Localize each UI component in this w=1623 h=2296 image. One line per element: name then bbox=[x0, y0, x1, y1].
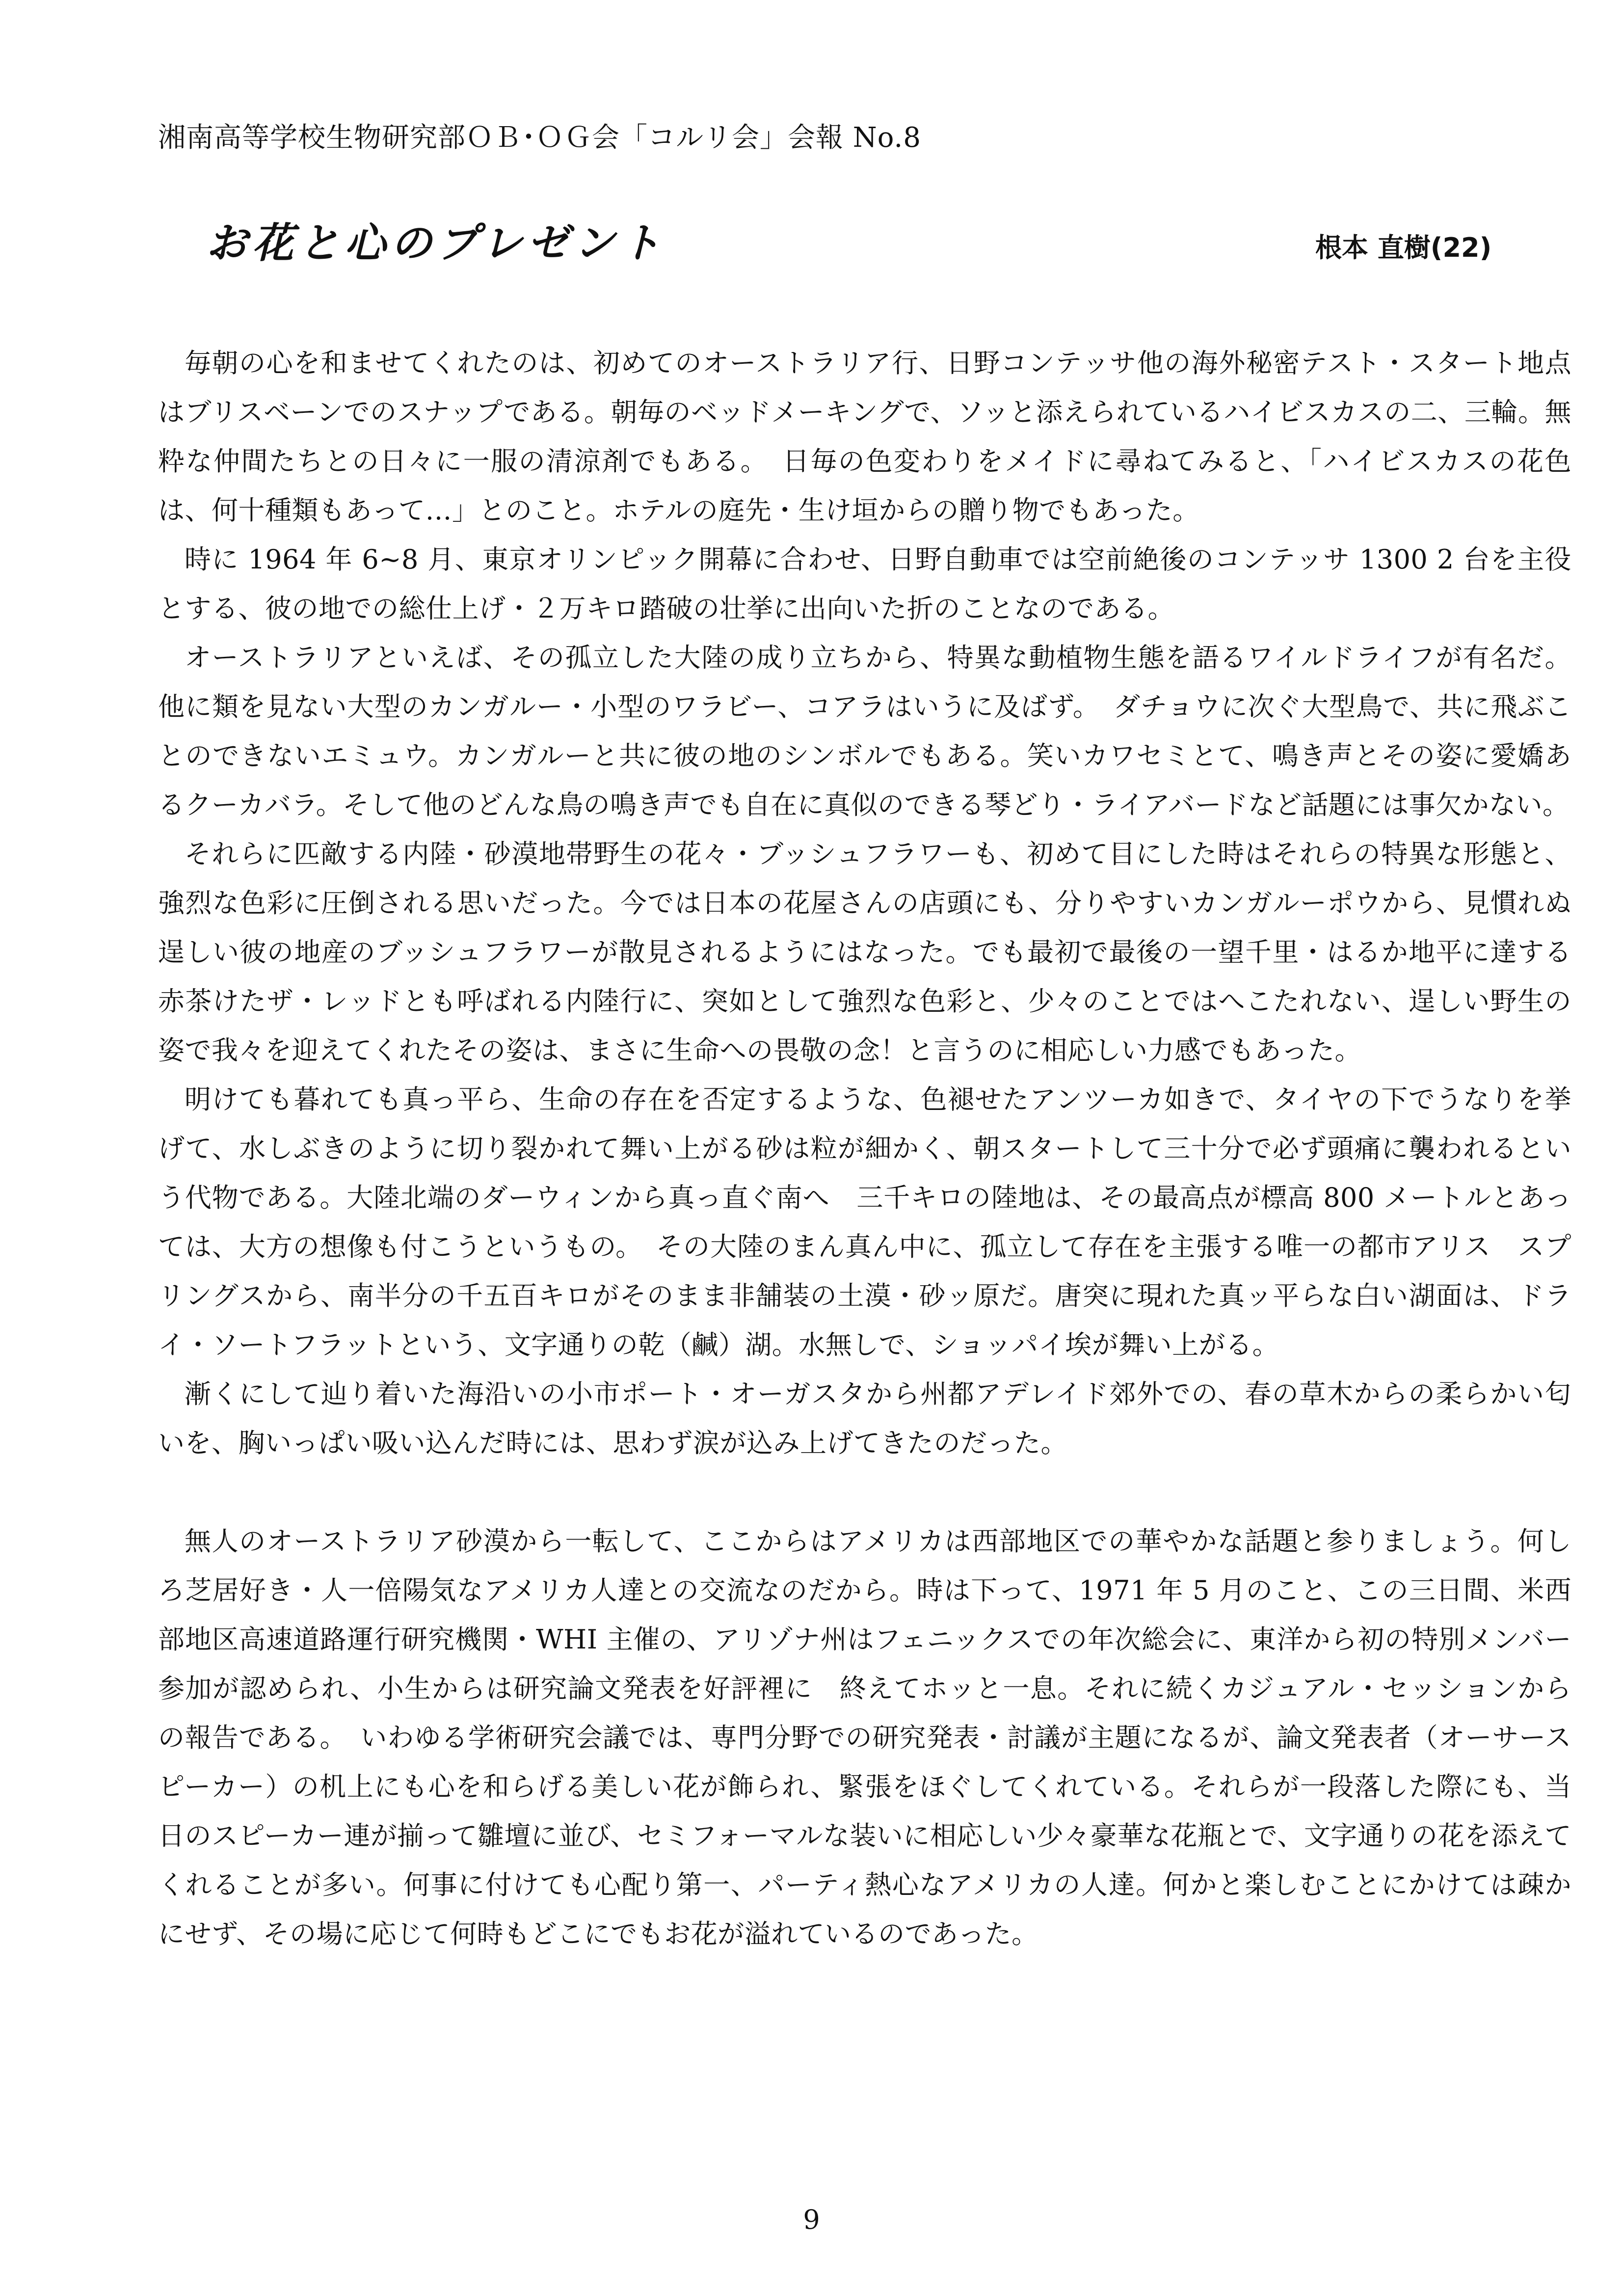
paragraph: 明けても暮れても真っ平ら、生命の存在を否定するような、色褪せたアンツーカ如きで、タイヤの下でうなりを挙げて、水しぶきのように切り裂かれて舞い上がる砂は粒が細かく、朝スタートして三十分で必ず頭痛に襲われるという代物である。大陸北端のダーウィンから真っ直ぐ南へ 三千キロの陸地は、その最高点が標高 800 メートルとあっては、大方の想像も付こうというもの。 その大陸のまん真ん中に、孤立して存在を主張する唯一の都市アリス スプリングスから、南半分の千五百キロがそのまま非舗装の土漠・砂ッ原だ。唐突に現れた真ッ平らな白い湖面は、ドライ・ソートフラットという、文字通りの乾（鹹）湖。水無しで、ショッパイ埃が舞い上がる。 bbox=[158, 1084, 1571, 1360]
paragraph: 時に 1964 年 6~8 月、東京オリンピック開幕に合わせ、日野自動車では空前絶後のコンテッサ 1300 2 台を主役とする、彼の地での総仕上げ・２万キロ踏破の壮挙に出向いた折のことなのである。 bbox=[158, 544, 1571, 624]
paragraph: 無人のオーストラリア砂漠から一転して、ここからはアメリカは西部地区での華やかな話題と参りましょう。何しろ芝居好き・人一倍陽気なアメリカ人達との交流なのだから。時は下って、1971 年 5 月のこと、この三日間、米西部地区高速道路運行研究機関・WHI 主催の、アリゾナ州はフェニックスでの年次総会に、東洋から初の特別メンバー参加が認められ、小生からは研究論文発表を好評裡に 終えてホッと一息。それに続くカジュアル・セッションからの報告である。 いわゆる学術研究会議では、専門分野での研究発表・討議が主題になるが、論文発表者（オーサースピーカー）の机上にも心を和らげる美しい花が飾られ、緊張をほぐしてくれている。それらが一段落した際にも、当日のスピーカー連が揃って雛壇に並び、セミフォーマルな装いに相応しい少々豪華な花瓶とで、文字通りの花を添えてくれることが多い。何事に付けても心配り第一、パーティ熱心なアメリカの人達。何かと楽しむことにかけては疎かにせず、その場に応じて何時もどこにでもお花が溢れているのであった。 bbox=[158, 1526, 1571, 1949]
paragraph: オーストラリアといえば、その孤立した大陸の成り立ちから、特異な動植物生態を語るワイルドライフが有名だ。他に類を見ない大型のカンガルー・小型のワラビー、コアラはいうに及ばず。 ダチョウに次ぐ大型鳥で、共に飛ぶことのできないエミュウ。カンガルーと共に彼の地のシンボルでもある。笑いカワセミとて、鳴き声とその姿に愛嬌あるクーカバラ。そして他のどんな鳥の鳴き声でも自在に真似のできる琴どり・ライアバードなど話題には事欠かない。 bbox=[158, 642, 1571, 820]
paragraph: それらに匹敵する内陸・砂漠地帯野生の花々・ブッシュフラワーも、初めて目にした時はそれらの特異な形態と、強烈な色彩に圧倒される思いだった。今では日本の花屋さんの店頭にも、分りやすいカンガルーポウから、見慣れぬ逞しい彼の地産のブッシュフラワーが散見されるようにはなった。でも最初で最後の一望千里・はるか地平に達する赤茶けたザ・レッドとも呼ばれる内陸行に、突如として強烈な色彩と、少々のことではへこたれない、逞しい野生の姿で我々を迎えてくれたその姿は、まさに生命への畏敬の念！と言うのに相応しい力感でもあった。 bbox=[158, 838, 1571, 1066]
paragraph: 毎朝の心を和ませてくれたのは、初めてのオーストラリア行、日野コンテッサ他の海外秘密テスト・スタート地点はブリスベーンでのスナップである。朝毎のベッドメーキングで、ソッと添えられているハイビスカスの二、三輪。無粋な仲間たちとの日々に一服の清涼剤でもある。 日毎の色変わりをメイドに尋ねてみると、「ハイビスカスの花色は、何十種類もあって…」とのこと。ホテルの庭先・生け垣からの贈り物でもあった。 bbox=[158, 348, 1571, 526]
section-gap bbox=[158, 1468, 1571, 1517]
paragraph: 漸くにして辿り着いた海沿いの小市ポート・オーガスタから州都アデレイド郊外での、春の草木からの柔らかい匂いを、胸いっぱい吸い込んだ時には、思わず涙が込み上げてきたのだった。 bbox=[158, 1378, 1571, 1459]
article-body bbox=[158, 339, 1571, 1959]
article-author: 根本 直樹(22) bbox=[1315, 232, 1492, 263]
newsletter-header: 湘南高等学校生物研究部ＯＢ･ＯＧ会「コルリ会」会報 No.8 bbox=[158, 122, 921, 154]
article-title: お花と心のプレゼント bbox=[206, 219, 666, 267]
page-number: 9 bbox=[803, 2204, 820, 2235]
